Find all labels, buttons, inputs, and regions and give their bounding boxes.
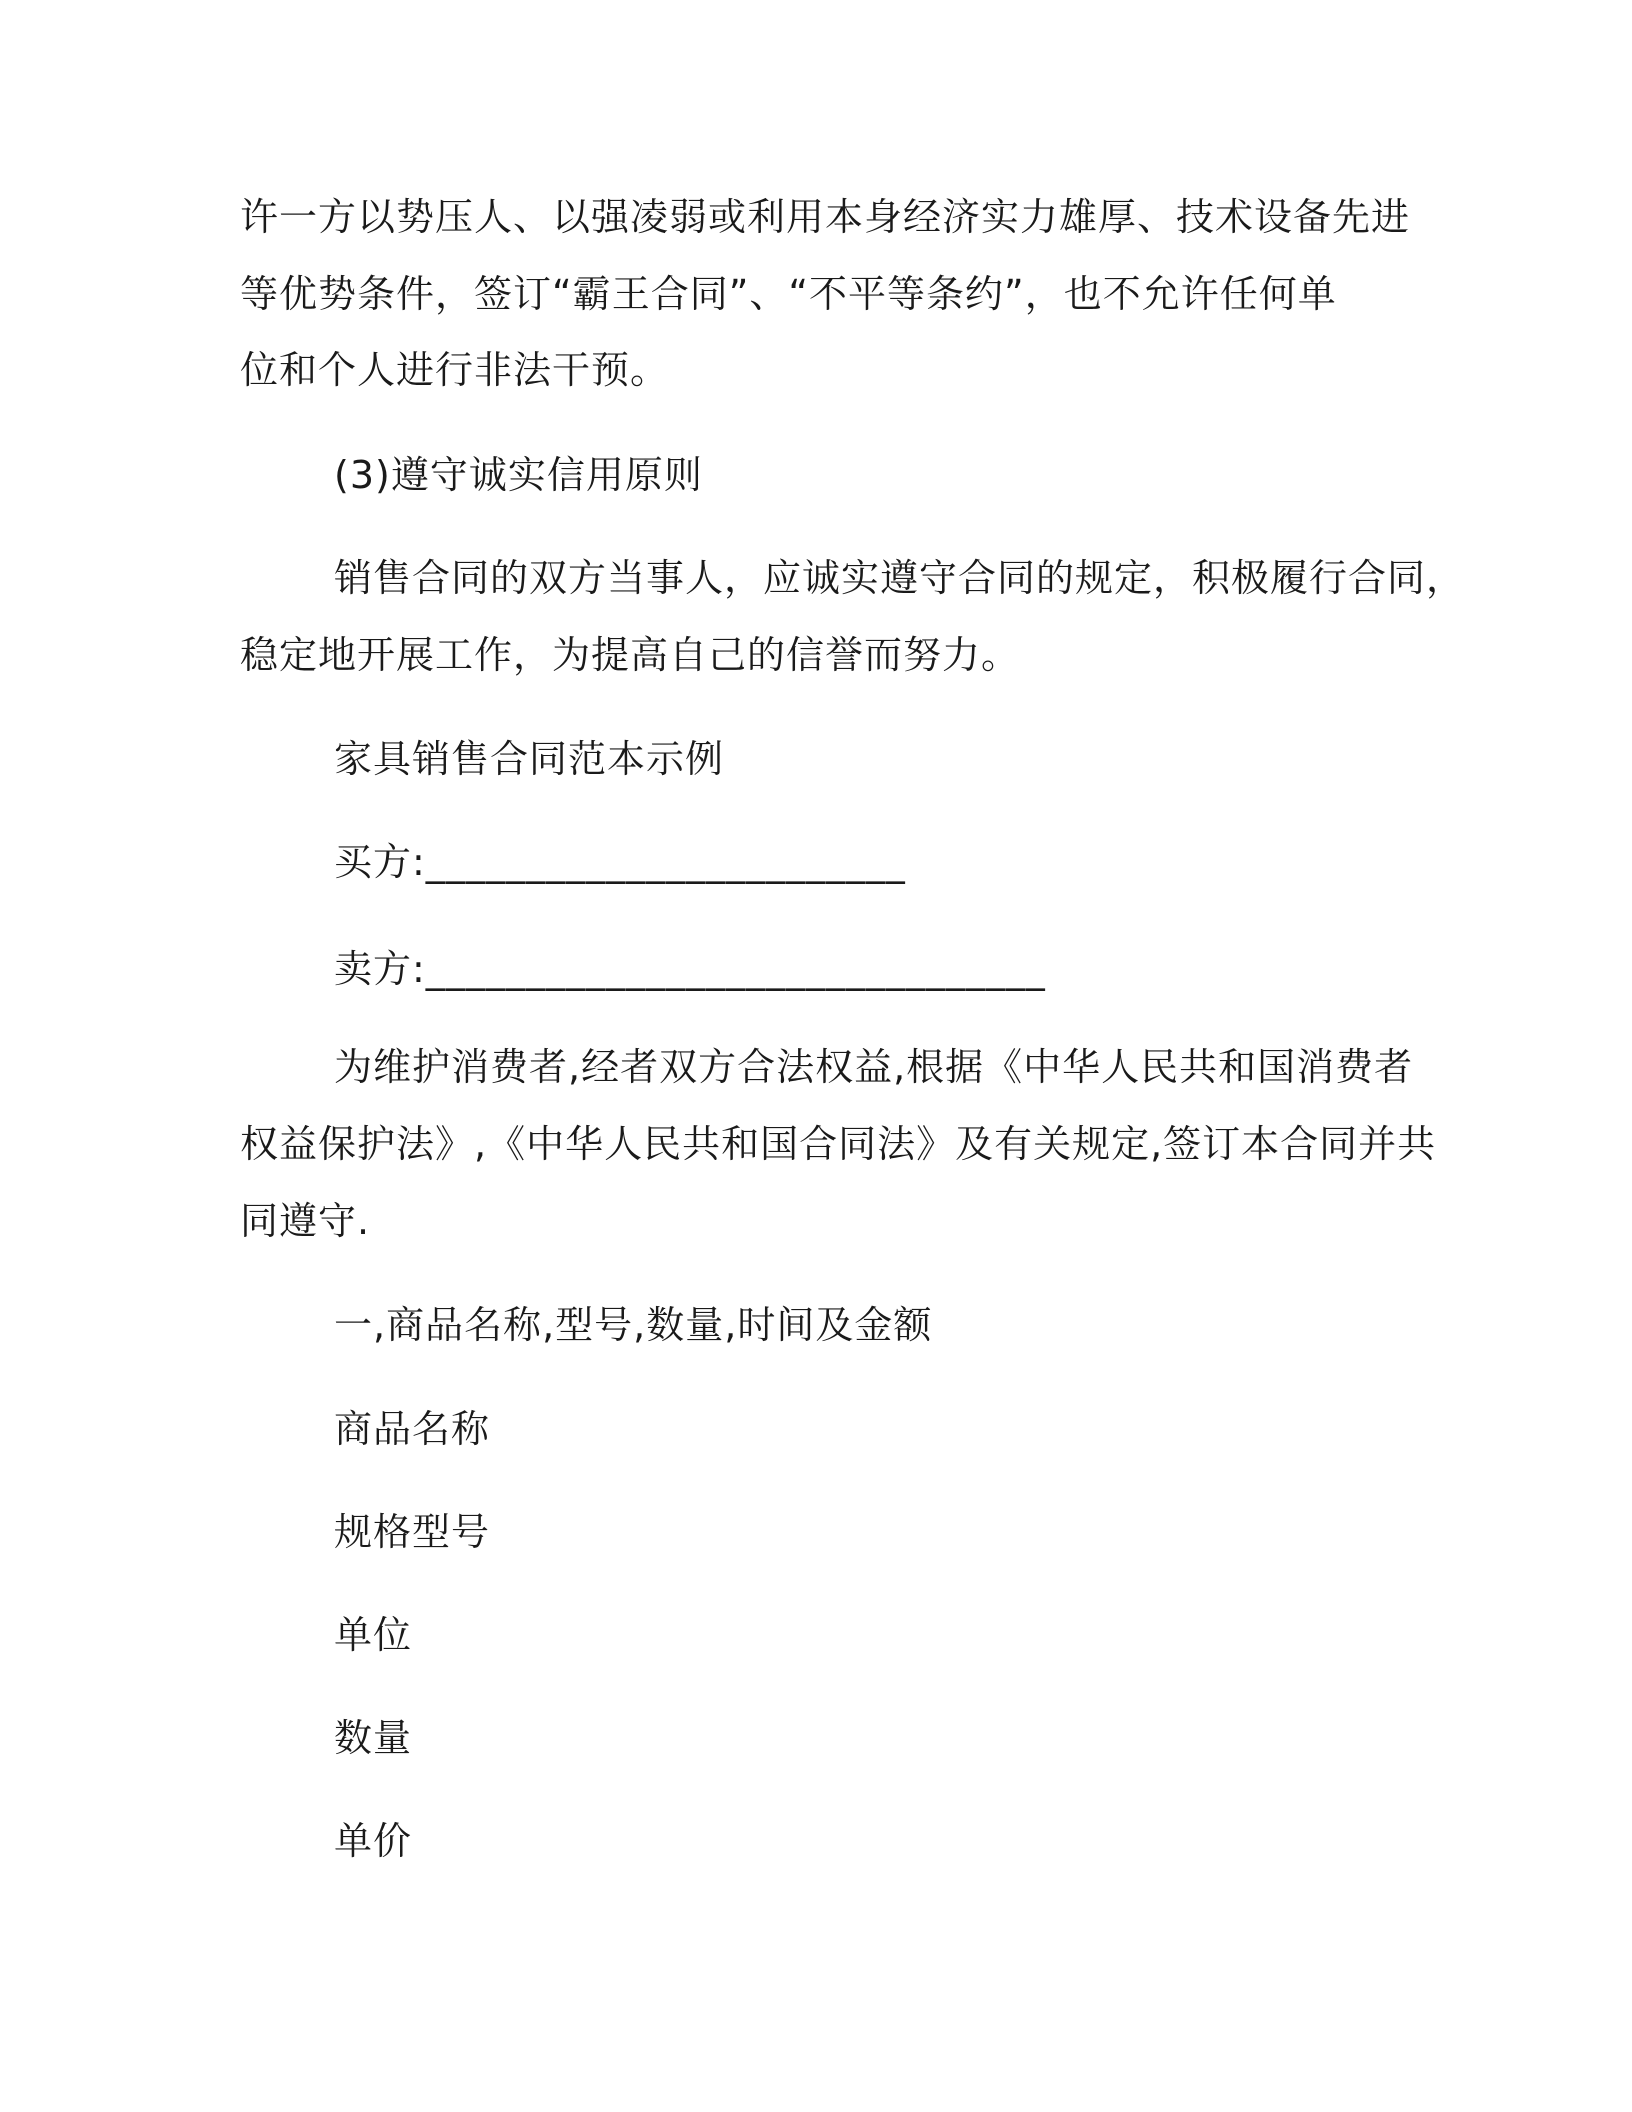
field-label: 单价 [334,1819,413,1863]
seller-line: 卖方:_______________________________ [334,947,1046,991]
paragraph-line: 销售合同的双方当事人，应诚实遵守合同的规定，积极履行合同， [334,556,1466,600]
field-label: 商品名称 [334,1407,491,1451]
paragraph-line: 等优势条件，签订“霸王合同”、“不平等条约”，也不允许任何单 [240,272,1337,316]
paragraph-line: 位和个人进行非法干预。 [240,348,670,392]
section-heading: (3)遵守诚实信用原则 [334,453,703,497]
paragraph-line: 同遵守. [240,1199,371,1243]
section-heading: 一,商品名称,型号,数量,时间及金额 [334,1303,933,1347]
paragraph-line: 许一方以势压人、以强凌弱或利用本身经济实力雄厚、技术设备先进 [240,195,1411,239]
sample-title: 家具销售合同范本示例 [334,737,725,781]
paragraph-line: 稳定地开展工作，为提高自己的信誉而努力。 [240,633,1021,677]
buyer-line: 买方:________________________ [334,840,906,884]
field-label: 规格型号 [334,1510,491,1554]
paragraph-line: 为维护消费者,经者双方合法权益,根据《中华人民共和国消费者 [334,1045,1414,1089]
field-label: 单位 [334,1613,413,1657]
paragraph-line: 权益保护法》,《中华人民共和国合同法》及有关规定,签订本合同并共 [240,1122,1437,1166]
field-label: 数量 [334,1716,413,1760]
